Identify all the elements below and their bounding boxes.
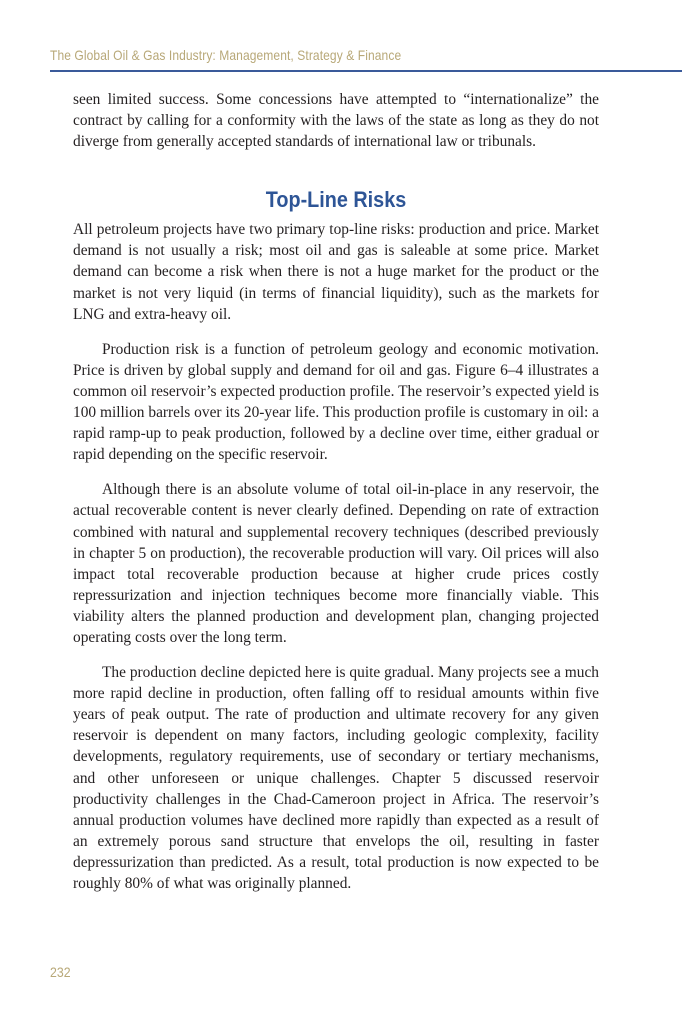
header-rule xyxy=(50,70,682,72)
paragraph-1: All petroleum projects have two primary top-line risks: production and price. Market demand is not usually a risk; most oil and gas is saleable at some price. Market demand can become a risk when there is not a huge market for the product or the market is not very liquid (in terms of financial liquidity), such as the markets for LNG and extra-heavy oil. xyxy=(73,221,599,323)
paragraph-2: Production risk is a function of petroleum geology and economic motivation. Price is driven by global supply and demand for oil and gas. Figure 6–4 illustrates a common oil reservoir’s expected production profile. The reservoir’s expected yield is 100 million barrels over its 20-year life. This production profile is customary in oil: a rapid ramp-up to peak production, followed by a decline over time, either gradual or rapid depending on the specific reservoir. xyxy=(73,340,599,464)
paragraph-3: Although there is an absolute volume of total oil-in-place in any reservoir, the actual recoverable content is never clearly defined. Depending on rate of extraction combined with natural and supplemental recovery techniques (described previously in chapter 5 on production), the recoverable production will vary. Oil prices will also impact total recoverable production because at higher crude prices costly repressurization and injection techniques become more financially viable. This viability alters the planned production and development plan, changing projected operating costs over the long term. xyxy=(73,481,599,646)
continuation-paragraph: seen limited success. Some concessions have attempted to “internationalize” the contract by calling for a conformity with the laws of the state as long as they do not diverge from generally accepted standards of international law or tribunals. xyxy=(73,91,599,151)
running-header-title: The Global Oil & Gas Industry: Management, Strategy & Finance xyxy=(50,47,402,63)
section-heading: Top-Line Risks xyxy=(265,187,407,213)
paragraph-4: The production decline depicted here is quite gradual. Many projects see a much more rapid decline in production, often falling off to residual amounts within five years of peak output. The rate of production and ultimate recovery for any given reservoir is dependent on many factors, including geologic complexity, facility developments, regulatory requirements, use of secondary or tertiary mechanisms, and other unforeseen or unique challenges. Chapter 5 discussed reservoir productivity challenges in the Chad-Cameroon project in Africa. The reservoir’s annual production volumes have declined more rapidly than expected as a result of an extremely porous sand structure that envelops the oil, resulting in faster depressurization than predicted. As a result, total production is now expected to be roughly 80% of what was originally planned. xyxy=(73,664,599,892)
page-body xyxy=(73,89,599,894)
page-number: 232 xyxy=(50,964,71,980)
